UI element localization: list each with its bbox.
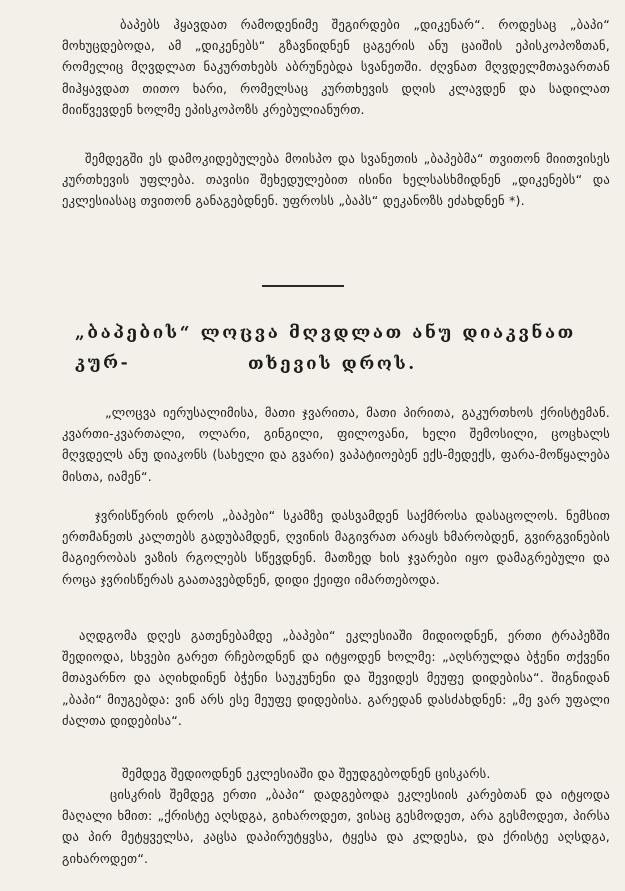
paragraph-easter: აღდგომა დღეს გათენებამდე „ბაპები“ ეკლესიაში მიდიოდნენ, ერთი ტრაპეზში შედიოდა, სხვები გარეთ რჩებოდნენ და იტყოდენ ხოლმე: „აღსრულდა ბჭენი თქვენი მთავარნო და აღიხდინენ ბჭენი საუკუნენი და შევიდეს მეუფე დიდებისა“. შიგნიდან „ბაპი“ მიუგებდა: ვინ არს ესე მეუფე დიდებისა. გარედან დასძახდნენ: „მე ვარ უფალი ძალთა დიდებისა“. bbox=[62, 628, 610, 728]
paragraph-dikens: ბაპებს ჰყავდათ რამოდენიმე შეგირდები „დიკენარ“. როდესაც „ბაპი“ მოხუცდებოდა, ამ „დიკენებს“ გზავნიდნენ ცაგერის ანუ ცაიშის ეპისკოპოზთან, რომელიც მღვდლათ ნაკურთხებს აბრუნებდა სვანეთში. ძღვნათ მღვდელმთავართან მიჰყავდათ თითო ხარი, რომელსაც კურთხევის დღის კლავდენ და სადილათ მიიწვევდენ ხოლმე ეპისკოპოზს კრებულიანურთ. bbox=[62, 17, 610, 117]
section-divider bbox=[262, 285, 344, 287]
paragraph-christ-risen: ცისკრის შემდეგ ერთი „ბაპი“ დადგებოდა ეკლესიის კარებთან და იტყოდა მაღალი ხმით: „ქრისტე აღსდგა, გიხაროდეთ, ვისაც გესმოდეთ, არა გესმოდეთ, პირსა და პირ მეტყველსა, კაცსა დაპირუტყვსა, ტყესა და კლდესა, და ქრისტე აღსდგა, გიხაროდეთ“. bbox=[62, 787, 610, 866]
paragraph-prayer: „ლოცვა იერუსალიმისა, მათი ჯვარითა, მათი პირითა, გაკურთხოს ქრისტემან. კვართი-კვართალი, ოლარი, გინგილი, ფილოვანი, ხელი შემოსილი, ცოცხალს მღვდელს ანუ დიაკონს (სახელი და გვარი) ვაპატიოებენ ექს-მედექს, ფარა-მოწყალება მისთა, იამენ“. bbox=[62, 405, 610, 484]
section-heading-line1: „ბაპების“ ლოცვა მღვდლათ ანუ დიაკვნათ კურ- bbox=[75, 323, 576, 373]
paragraph-matins: შემდეგ შედიოდნენ ეკლესიაში და შეუდგებოდნენ ცისკარს. bbox=[122, 766, 491, 781]
paragraph-wedding: ჯვრისწერის დროს „ბაპები“ სკამზე დასვამდენ საქმროსა დასაცოლოს. ნემსით ერთმანეთს კალთებს გადუბამდენ, ღვინის მაგივრათ არაყს ხმარობდენ, გვირგვინების მაგიერობას ვაზის რგოლებს სწევდნენ. მათზედ ხის ჯვარები იყო დამაგრებული და როცა ჯვრისწერას გაათავებდნენ, დიდი ქეიფი იმართებოდა. bbox=[62, 508, 610, 587]
paragraph-bapebs-rights: შემდეგში ეს დამოკიდებულება მოისპო და სვანეთის „ბაპებმა“ თვითონ მიითვისეს კურთხევის უფლება. თავისი შეხედულებით ისინი ხელსასხმიდნენ „დიკენებს“ და ეკლესიასაც თვითონ განაგებდნენ. უფროსს „ბაპს“ დეკანოზს ეძახდნენ *). bbox=[62, 151, 610, 209]
section-heading-line2: თხევის დროს. bbox=[248, 354, 417, 374]
